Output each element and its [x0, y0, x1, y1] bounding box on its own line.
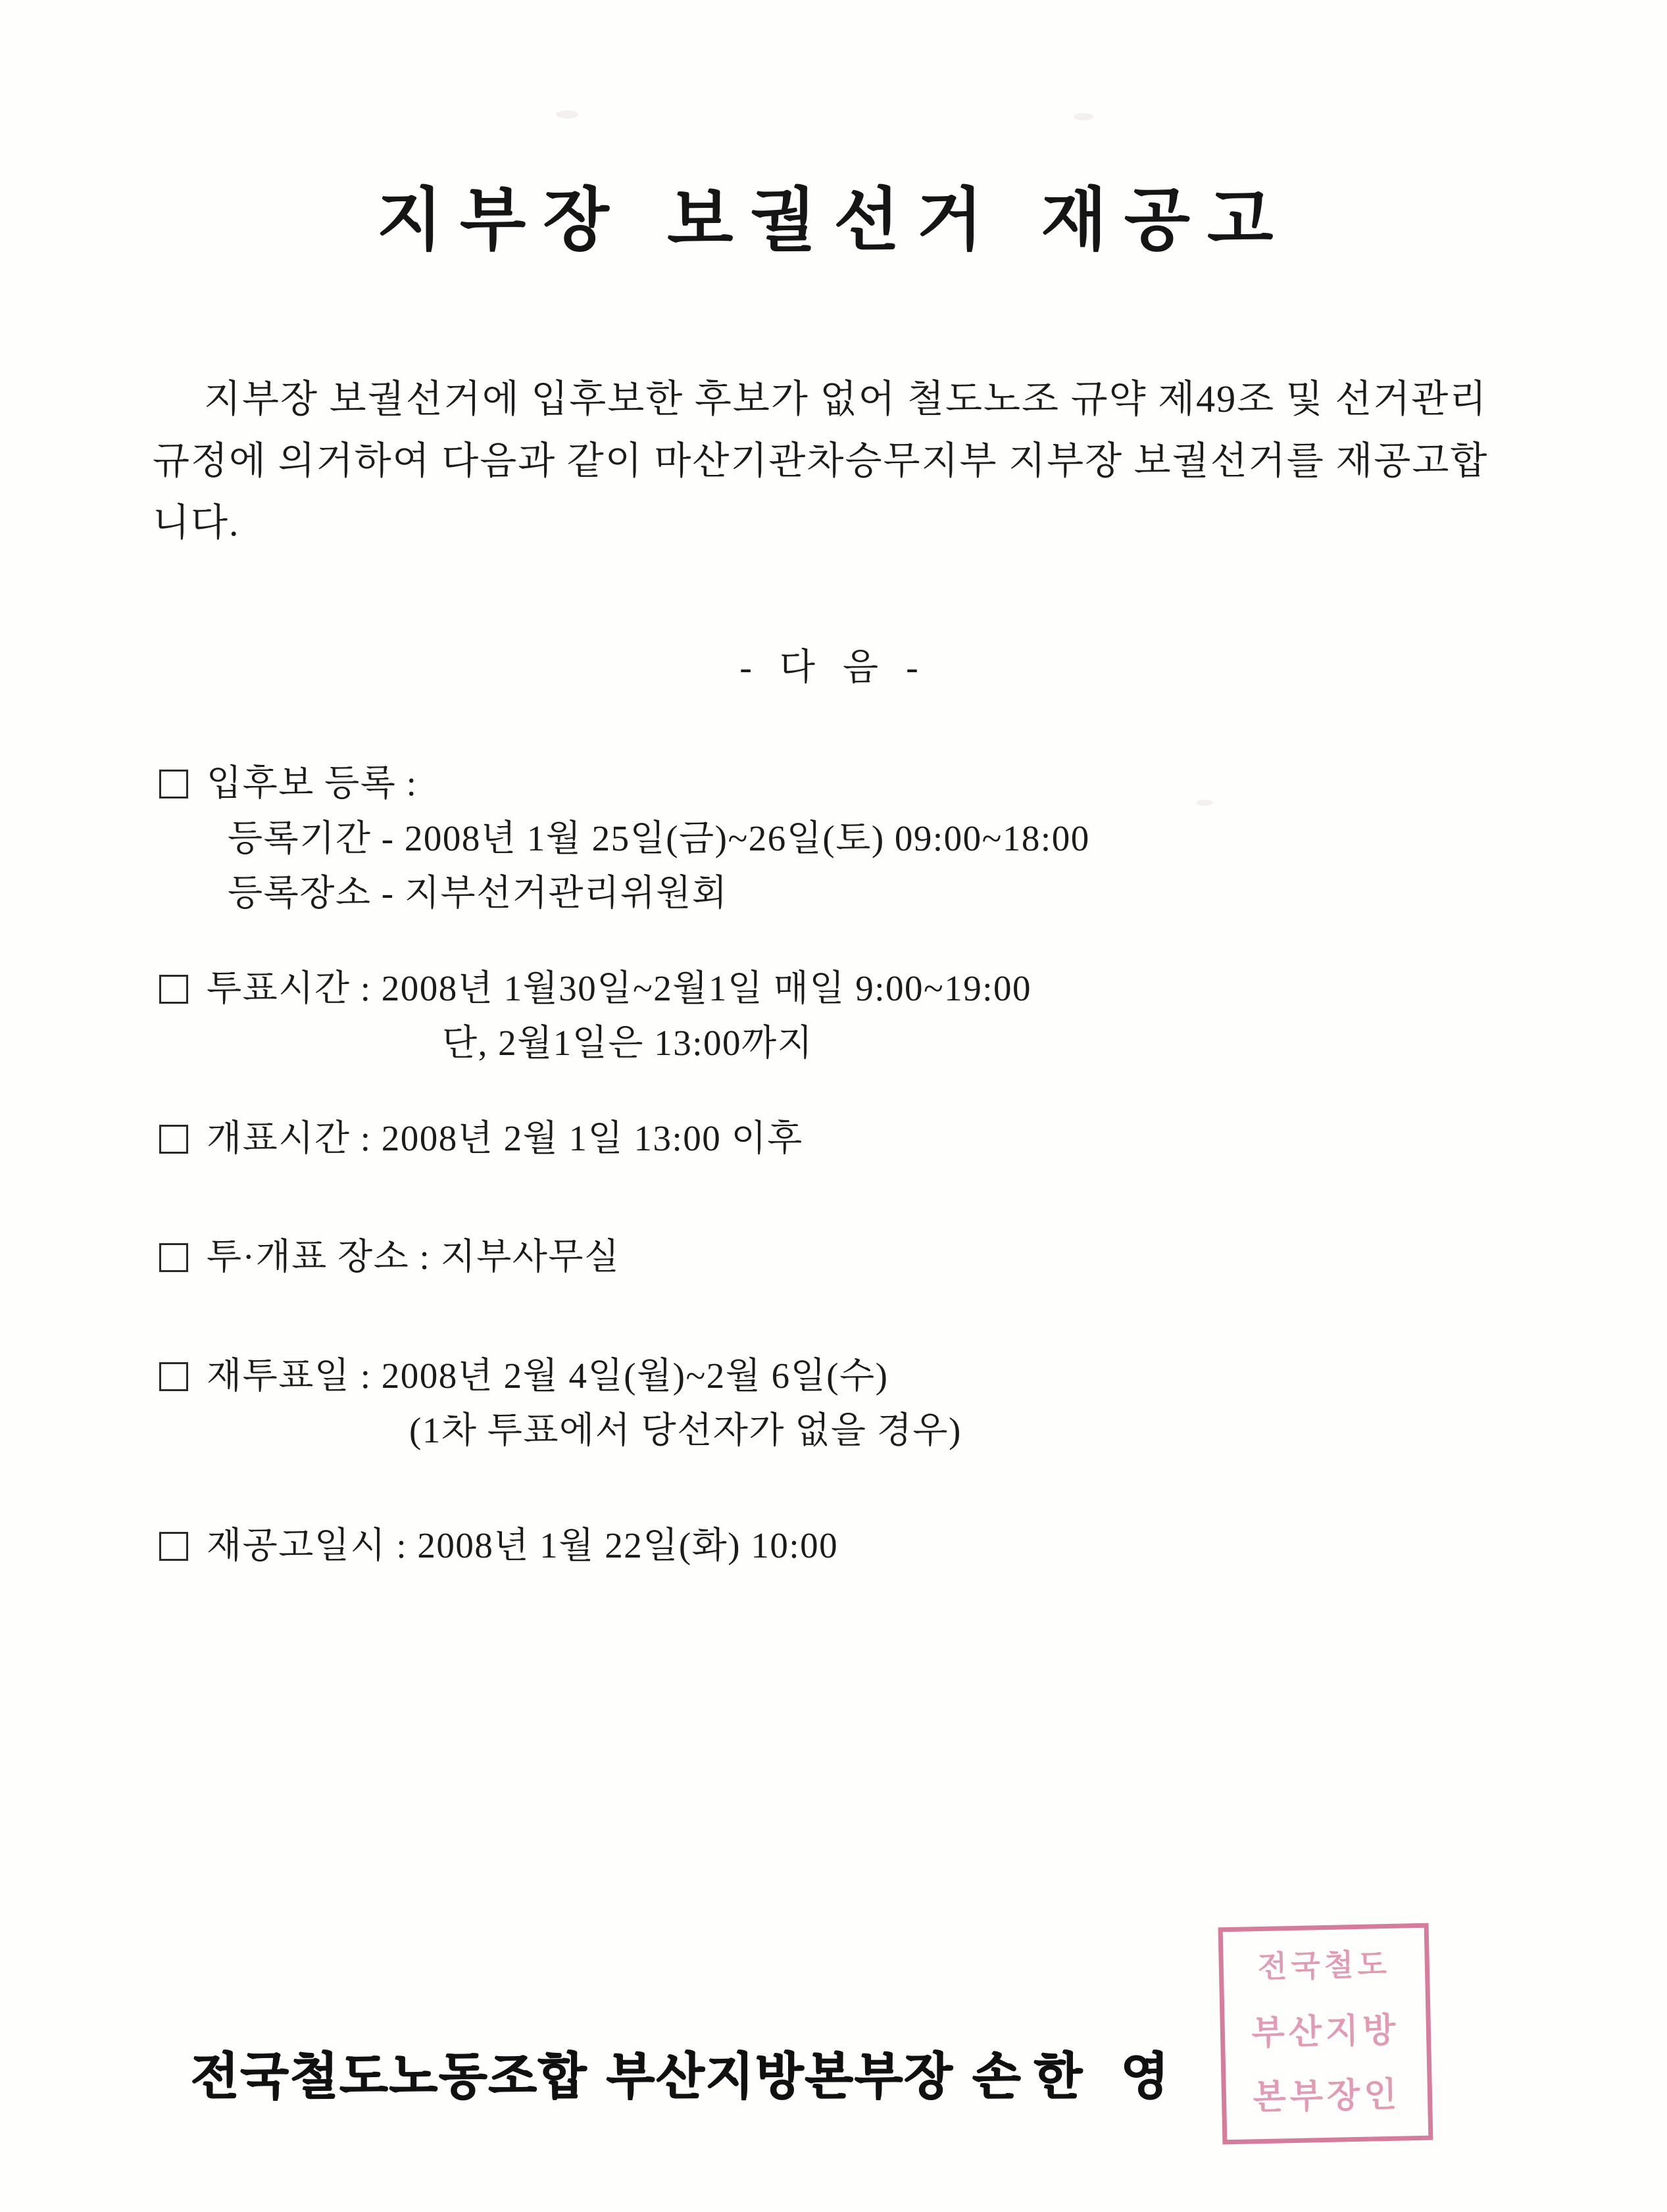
item-subline: 등록장소 - 지부선거관리위원회 [228, 873, 728, 914]
intro-text: 지부장 보궐선거에 입후보한 후보가 없어 철도노조 규약 제49조 및 선거관리규정에 의거하여 다음과 같이 마산기관차승무지부 지부장 보궐선거를 재공고합니다. [153, 378, 1489, 544]
item-label: 입후보 등록 : [207, 763, 418, 803]
item-label: 재투표일 : 2008년 2월 4일(월)~2월 6일(수) [207, 1355, 889, 1396]
list-item [159, 1349, 1541, 1458]
list-item [159, 1519, 1541, 1573]
item-label: 개표시간 : 2008년 2월 1일 13:00 이후 [207, 1118, 803, 1158]
list-item [159, 756, 1541, 921]
scan-speckle [556, 111, 578, 118]
list-item [159, 962, 1541, 1071]
official-seal-stamp [1218, 1923, 1433, 2145]
checkbox-icon [159, 1125, 188, 1154]
item-label: 투·개표 장소 : 지부사무실 [207, 1237, 620, 1277]
checkbox-icon [159, 1362, 188, 1391]
organization-name: 전국철도노동조합 부산지방본부장 손 [191, 2047, 1022, 2105]
item-heading [159, 962, 1541, 1016]
item-heading [159, 1112, 1541, 1166]
list-item [159, 1230, 1541, 1285]
signer-name: 한 영 [1033, 2047, 1180, 2105]
item-indented-line: (1차 투표에서 당선자가 없을 경우) [409, 1410, 962, 1451]
checkbox-icon [159, 1532, 188, 1561]
stamp-line-1: 전국철도 [1257, 1946, 1391, 1985]
page-title: 지부장 보궐선거 재공고 [376, 179, 1291, 260]
notice-item-list [159, 756, 1541, 1602]
signature-line [191, 2036, 1180, 2108]
checkbox-icon [159, 1243, 188, 1272]
stamp-line-3: 본부장인 [1252, 2075, 1402, 2118]
checkbox-icon [159, 975, 188, 1004]
checkbox-icon [159, 770, 188, 799]
intro-paragraph [153, 368, 1508, 554]
stamp-line-2: 부산지방 [1251, 2010, 1401, 2053]
item-label: 재공고일시 : 2008년 1월 22일(화) 10:00 [207, 1525, 839, 1565]
item-heading [159, 1519, 1541, 1573]
item-heading [159, 1349, 1541, 1404]
item-heading [159, 1230, 1541, 1285]
item-label: 투표시간 : 2008년 1월30일~2월1일 매일 9:00~19:00 [207, 968, 1032, 1008]
scan-speckle [1074, 113, 1093, 120]
item-indented-line: 단, 2월1일은 13:00까지 [442, 1023, 814, 1064]
item-subline: 등록기간 - 2008년 1월 25일(금)~26일(토) 09:00~18:00 [228, 818, 1090, 858]
section-divider: - 다 음 - [739, 647, 928, 688]
list-item [159, 1112, 1541, 1166]
item-heading [159, 756, 1541, 811]
